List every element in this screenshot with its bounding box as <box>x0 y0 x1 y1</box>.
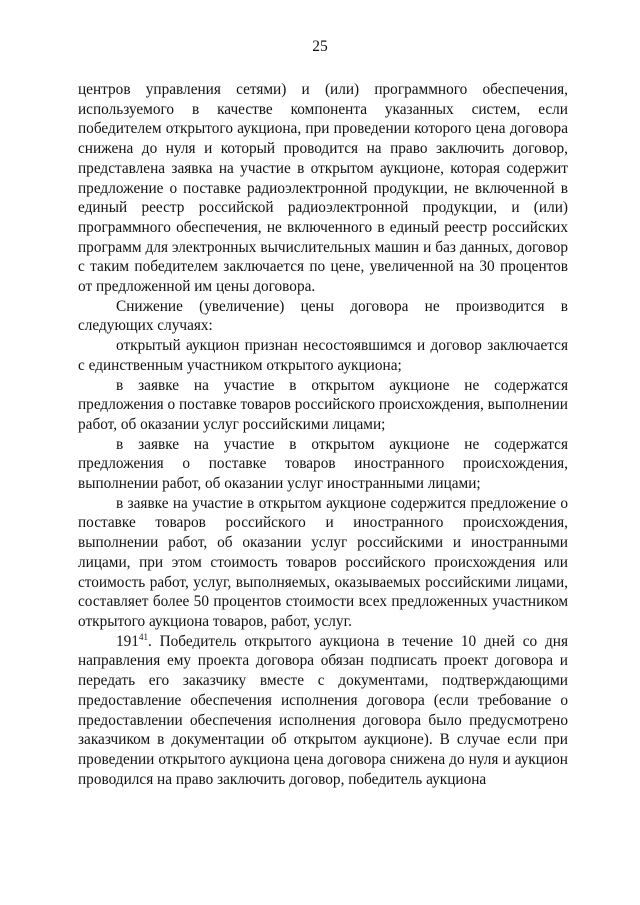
paragraph-case-mixed-offers: в заявке на участие в открытом аукционе содержится предложение о поставке товаров российского и иностранного происхождения, выполнении работ, об оказании услуг российскими и иностранными лицами, при этом стоимость товаров российского происхождения или стоимость работ, услуг, выполняемых, оказываемых российскими лицами, составляет более 50 процентов стоимости всех предложенных участником открытого аукциона товаров, работ, услуг. <box>78 494 568 630</box>
document-body <box>78 80 568 789</box>
paragraph-continuation: центров управления сетями) и (или) программного обеспечения, используемого в качестве компонента указанных систем, если победителем открытого аукциона, при проведении которого цена договора снижена до нуля и который проводится на право заключить договор, представлена заявка на участие в открытом аукционе, которая содержит предложение о поставке радиоэлектронной продукции, не включенной в единый реестр российской радиоэлектронной продукции, и (или) программного обеспечения, не включенного в единый реестр российских программ для электронных вычислительных машин и баз данных, договор с таким победителем заключается по цене, увеличенной на 30 процентов от предложенной им цены договора. <box>78 81 568 296</box>
paragraph-case-no-foreign-offers: в заявке на участие в открытом аукционе не содержатся предложения о поставке товаров иностранного происхождения, выполнении работ, об оказании услуг иностранными лицами; <box>78 435 568 493</box>
paragraph-no-reduction: Снижение (увеличение) цены договора не производится в следующих случаях: <box>78 297 568 335</box>
paragraph-case-no-russian-offers: в заявке на участие в открытом аукционе не содержатся предложения о поставке товаров российского происхождения, выполнении работ, об оказании услуг российскими лицами; <box>78 376 568 433</box>
paragraph-case-single-participant: открытый аукцион признан несостоявшимся и договор заключается с единственным участником открытого аукциона; <box>78 337 568 374</box>
clause-superscript: 41 <box>138 631 148 642</box>
clause-number: 191 <box>116 632 139 650</box>
page-number: 25 <box>312 38 328 55</box>
clause-191-41 <box>78 632 568 790</box>
clause-text: . Победитель открытого аукциона в течение 10 дней со дня направления ему проекта договора обязан подписать проект договора и передать его заказчику вместе с документами, подтверждающими предоставление обеспечения исполнения договора (если требование о предоставлении обеспечения исполнения договора было предусмотрено заказчиком в документации об открытом аукционе). В случае если при проведении открытого аукциона цена договора снижена до нуля и аукцион проводился на право заключить договор, победитель аукциона <box>78 632 568 788</box>
